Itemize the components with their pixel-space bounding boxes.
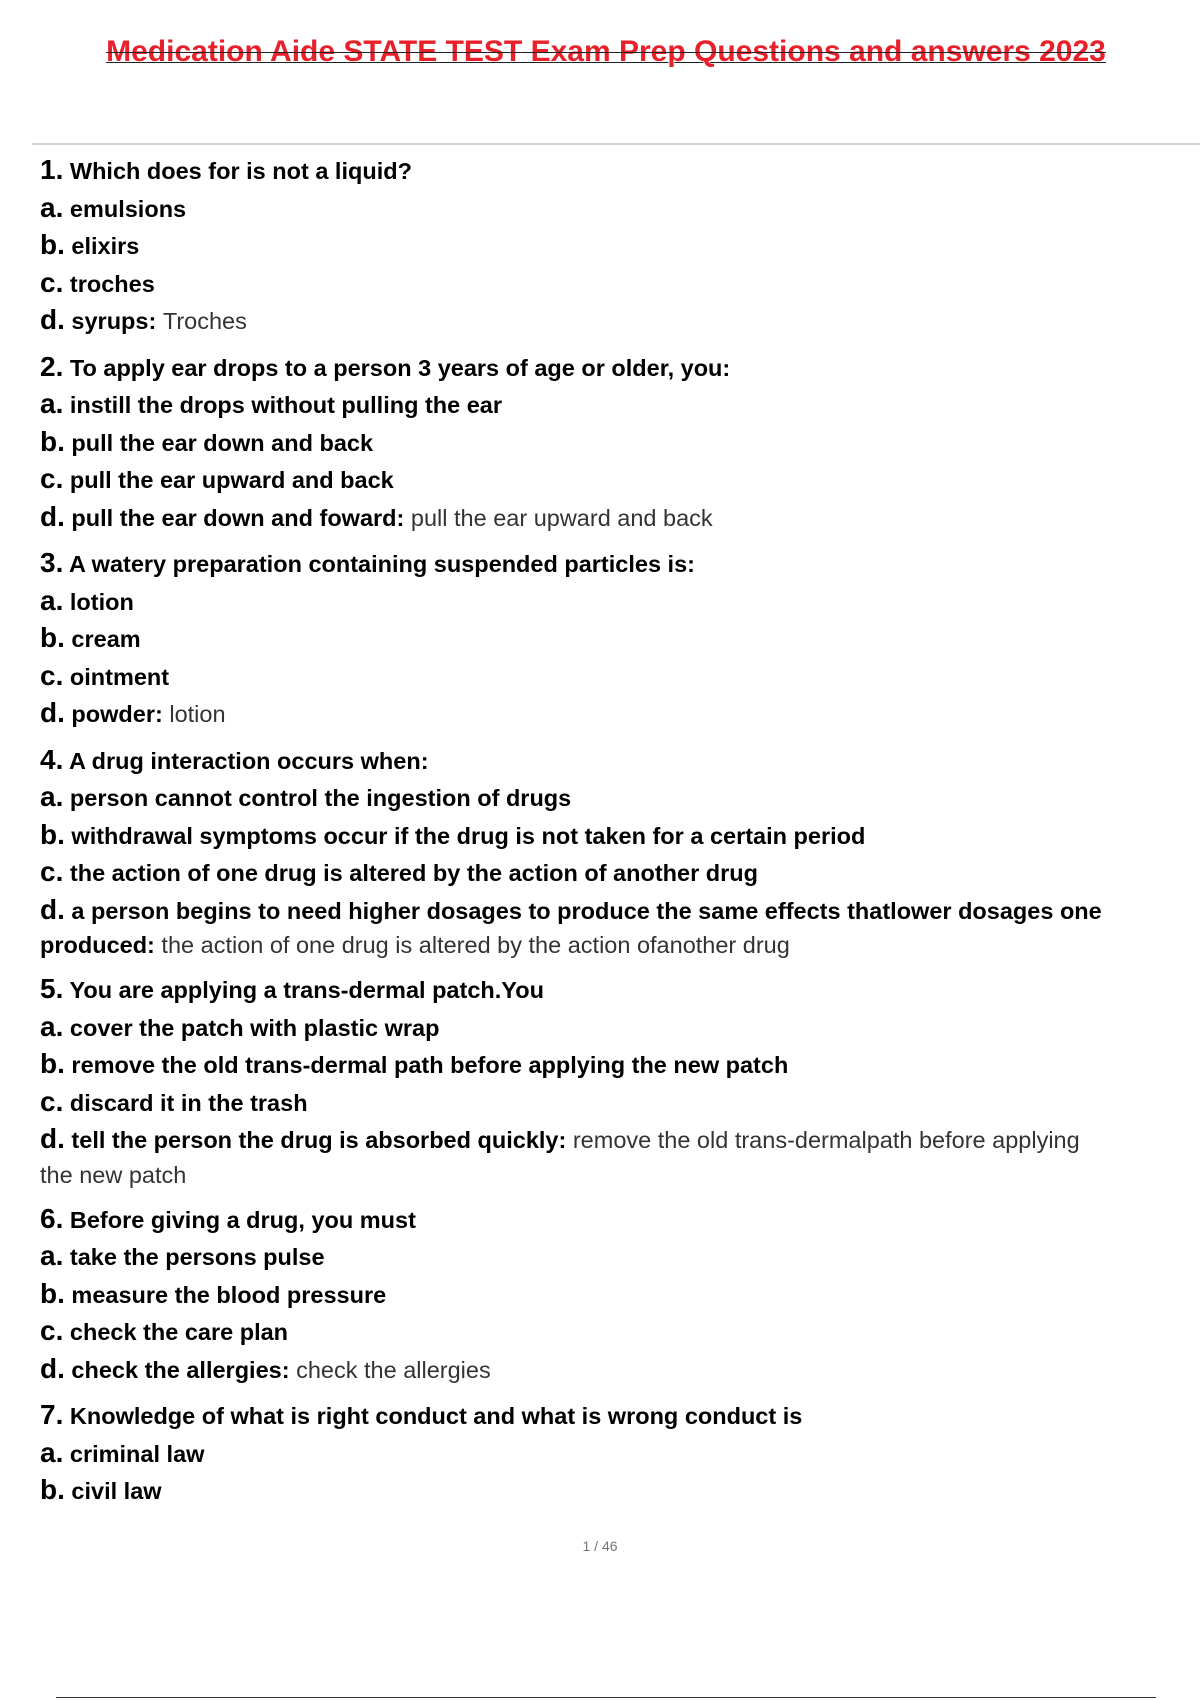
question-text: Before giving a drug, you must bbox=[69, 1206, 416, 1233]
answer-continued: the new patch bbox=[40, 1161, 187, 1188]
option-b: b. remove the old trans-dermal path before applying the new patch bbox=[40, 1048, 789, 1079]
option-d: d. a person begins to need higher dosages to produce the same effects thatlower dosages one bbox=[40, 893, 1102, 925]
question-3 bbox=[40, 545, 1170, 733]
option-b: b. civil law bbox=[40, 1474, 162, 1505]
option-c: c. pull the ear upward and back bbox=[40, 463, 394, 494]
question-number: 2. bbox=[40, 350, 64, 382]
answer-text: Troches bbox=[162, 308, 247, 334]
answer-text: lotion bbox=[169, 701, 226, 727]
header-divider bbox=[32, 143, 1200, 145]
option-d: d. syrups: Troches bbox=[40, 304, 247, 335]
option-c: c. check the care plan bbox=[40, 1315, 289, 1346]
option-d: d. check the allergies: check the allergies bbox=[40, 1352, 491, 1384]
question-5 bbox=[40, 971, 1170, 1192]
option-c: c. discard it in the trash bbox=[40, 1085, 308, 1117]
question-text: A drug interaction occurs when: bbox=[69, 747, 429, 774]
question-number: 6. bbox=[40, 1202, 64, 1234]
question-number: 7. bbox=[40, 1399, 64, 1430]
answer-text: the action of one drug is altered by the action ofanother drug bbox=[161, 932, 790, 958]
question-text: Knowledge of what is right conduct and what is wrong conduct is bbox=[69, 1403, 803, 1429]
option-a: a. person cannot control the ingestion of drugs bbox=[40, 781, 572, 812]
option-b: b. measure the blood pressure bbox=[40, 1277, 387, 1309]
question-number: 1. bbox=[40, 154, 64, 185]
page-bottom-rule bbox=[56, 1697, 1156, 1698]
question-text: Which does for is not a liquid? bbox=[69, 158, 412, 184]
option-c: c. troches bbox=[40, 266, 155, 298]
question-number: 5. bbox=[40, 973, 64, 1004]
document-title: Medication Aide STATE TEST Exam Prep Questions and answers 2023 bbox=[106, 35, 1106, 68]
option-a: a. take the persons pulse bbox=[40, 1240, 325, 1271]
option-b: b. withdrawal symptoms occur if the drug is not taken for a certain period bbox=[40, 818, 866, 850]
question-text: A watery preparation containing suspended particles is: bbox=[69, 551, 695, 577]
question-text: To apply ear drops to a person 3 years of age or older, you: bbox=[69, 354, 731, 381]
option-d: d. powder: lotion bbox=[40, 697, 226, 728]
option-d-continued: produced: the action of one drug is altered by the action ofanother drug bbox=[40, 932, 790, 958]
answer-text: pull the ear upward and back bbox=[410, 504, 713, 531]
option-a: a. lotion bbox=[40, 584, 134, 616]
questions-list bbox=[40, 152, 1170, 1519]
option-b: b. elixirs bbox=[40, 229, 140, 260]
option-c: c. ointment bbox=[40, 659, 170, 691]
option-b: b. cream bbox=[40, 622, 141, 653]
answer-text: remove the old trans-dermalpath before applying bbox=[572, 1127, 1080, 1153]
question-number: 3. bbox=[40, 547, 64, 578]
option-d: d. tell the person the drug is absorbed quickly: remove the old trans-dermalpath before applying bbox=[40, 1123, 1080, 1154]
option-a: a. instill the drops without pulling the ear bbox=[40, 388, 503, 419]
option-b: b. pull the ear down and back bbox=[40, 425, 374, 457]
question-7 bbox=[40, 1397, 1170, 1510]
option-c: c. the action of one drug is altered by the action of another drug bbox=[40, 856, 758, 887]
question-4 bbox=[40, 742, 1170, 963]
question-text: You are applying a trans-dermal patch.You bbox=[69, 977, 544, 1003]
question-1 bbox=[40, 152, 1170, 340]
page-indicator: 1 / 46 bbox=[582, 1538, 618, 1554]
option-a: a. criminal law bbox=[40, 1436, 205, 1468]
option-d: d. pull the ear down and foward: pull the ear upward and back bbox=[40, 500, 713, 532]
question-2 bbox=[40, 349, 1170, 537]
option-a: a. emulsions bbox=[40, 191, 187, 223]
question-6 bbox=[40, 1201, 1170, 1389]
answer-text: check the allergies bbox=[296, 1356, 491, 1383]
question-number: 4. bbox=[40, 743, 64, 775]
option-a: a. cover the patch with plastic wrap bbox=[40, 1010, 440, 1042]
